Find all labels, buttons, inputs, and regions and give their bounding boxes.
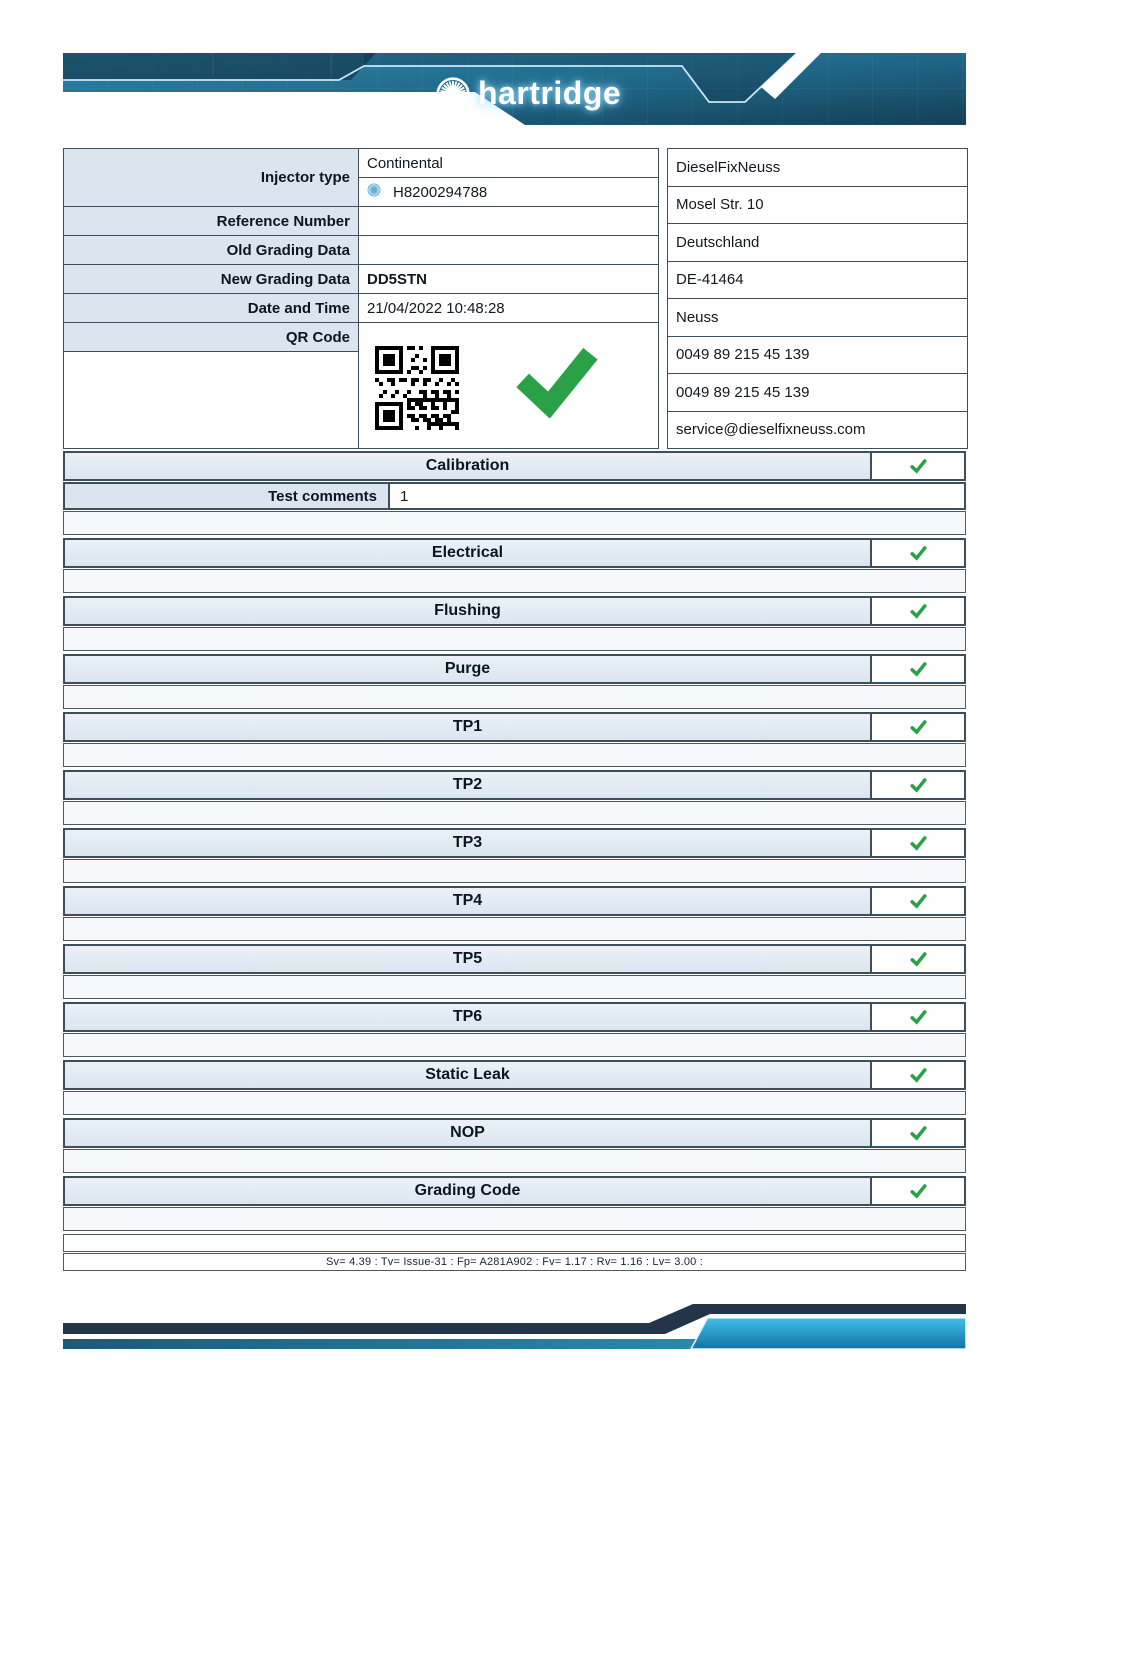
test-comments-row	[63, 482, 966, 510]
qr-pass-check-icon	[511, 348, 603, 418]
empty-area	[64, 352, 359, 449]
section-purge-header	[63, 654, 966, 684]
info-area	[63, 148, 966, 449]
report-page	[0, 53, 1131, 1653]
section-tp3	[63, 828, 966, 883]
customer-line: DE-41464	[668, 261, 968, 299]
section-title: Electrical	[431, 544, 504, 561]
injector-type-label: Injector type	[64, 149, 359, 207]
section-tp6-check-icon	[870, 1004, 964, 1030]
customer-line: DieselFixNeuss	[668, 149, 968, 187]
reference-number-label: Reference Number	[64, 207, 359, 236]
section-tp3-spacer	[63, 859, 966, 883]
section-title: Purge	[444, 660, 491, 677]
section-title: TP2	[452, 776, 483, 793]
section-title: TP3	[452, 834, 483, 851]
section-tp2-header	[63, 770, 966, 800]
section-nop	[63, 1118, 966, 1173]
section-static-leak-header	[63, 1060, 966, 1090]
old-grading-value	[359, 236, 659, 265]
test-sections	[63, 451, 966, 1231]
section-purge	[63, 654, 966, 709]
section-tp1-check-icon	[870, 714, 964, 740]
section-calibration-header	[63, 451, 966, 481]
customer-line: 0049 89 215 45 139	[668, 374, 968, 412]
section-calibration	[63, 451, 966, 535]
brand-text: hartridge	[478, 75, 622, 111]
version-text: Sv= 4.39 : Tv= Issue-31 : Fp= A281A902 : Fv= 1.17 : Rv= 1.16 : Lv= 3.00 :	[325, 1256, 703, 1268]
section-grading-code-header	[63, 1176, 966, 1206]
test-comments-value: 1	[400, 487, 409, 505]
section-tp4-spacer	[63, 917, 966, 941]
hartridge-wheel-icon	[435, 76, 471, 112]
section-grading-code	[63, 1176, 966, 1231]
customer-table	[667, 148, 968, 449]
datetime-label: Date and Time	[64, 294, 359, 323]
section-title: NOP	[450, 1124, 485, 1141]
qr-code-label: QR Code	[64, 323, 359, 352]
old-grading-label: Old Grading Data	[64, 236, 359, 265]
section-nop-header	[63, 1118, 966, 1148]
section-calibration-check-icon	[870, 453, 964, 479]
section-purge-check-icon	[870, 656, 964, 682]
section-tp5	[63, 944, 966, 999]
section-grading-code-check-icon	[870, 1178, 964, 1204]
footer-empty-row	[63, 1234, 966, 1252]
section-title: Flushing	[434, 602, 501, 619]
injector-info-table	[63, 148, 659, 449]
customer-line: service@dieselfixneuss.com	[668, 411, 968, 449]
section-tp2	[63, 770, 966, 825]
injector-make-value: Continental	[359, 149, 659, 178]
customer-line: Neuss	[668, 299, 968, 337]
section-tp6	[63, 1002, 966, 1057]
section-flushing-check-icon	[870, 598, 964, 624]
section-electrical-check-icon	[870, 540, 964, 566]
section-tp2-check-icon	[870, 772, 964, 798]
injector-wheel-icon	[367, 183, 381, 201]
injector-part-cell	[359, 178, 659, 207]
section-tp4	[63, 886, 966, 941]
section-static-leak-check-icon	[870, 1062, 964, 1088]
section-title: Calibration	[425, 457, 510, 474]
section-tp5-header	[63, 944, 966, 974]
section-tp6-header	[63, 1002, 966, 1032]
qr-code	[375, 346, 459, 434]
section-flushing-spacer	[63, 627, 966, 651]
section-electrical-spacer	[63, 569, 966, 593]
section-tp5-spacer	[63, 975, 966, 999]
qr-cell	[359, 323, 659, 449]
new-grading-label: New Grading Data	[64, 265, 359, 294]
section-electrical	[63, 538, 966, 593]
section-tp1-spacer	[63, 743, 966, 767]
datetime-value: 21/04/2022 10:48:28	[359, 294, 659, 323]
section-title: TP6	[452, 1008, 483, 1025]
customer-line: Deutschland	[668, 224, 968, 262]
section-static-leak-spacer	[63, 1091, 966, 1115]
section-flushing-header	[63, 596, 966, 626]
customer-line: Mosel Str. 10	[668, 186, 968, 224]
section-title: TP5	[452, 950, 483, 967]
section-tp6-spacer	[63, 1033, 966, 1057]
header-banner	[63, 53, 966, 125]
section-tp3-header	[63, 828, 966, 858]
section-nop-spacer	[63, 1149, 966, 1173]
section-static-leak	[63, 1060, 966, 1115]
reference-number-value	[359, 207, 659, 236]
section-tp4-header	[63, 886, 966, 916]
section-tp1	[63, 712, 966, 767]
new-grading-value: DD5STN	[359, 265, 659, 294]
test-comments-label: Test comments	[65, 484, 390, 508]
section-tp1-header	[63, 712, 966, 742]
section-tp4-check-icon	[870, 888, 964, 914]
section-title: Static Leak	[425, 1066, 510, 1083]
section-flushing	[63, 596, 966, 651]
section-calibration-spacer	[63, 511, 966, 535]
section-nop-check-icon	[870, 1120, 964, 1146]
section-tp2-spacer	[63, 801, 966, 825]
section-title: Grading Code	[414, 1182, 521, 1199]
section-grading-code-spacer	[63, 1207, 966, 1231]
section-title: TP1	[452, 718, 483, 735]
customer-line: 0049 89 215 45 139	[668, 336, 968, 374]
section-purge-spacer	[63, 685, 966, 709]
injector-part-value: H8200294788	[393, 183, 488, 201]
section-electrical-header	[63, 538, 966, 568]
bottom-banner-graphic	[63, 1303, 966, 1349]
bottom-banner	[63, 1303, 966, 1349]
section-tp3-check-icon	[870, 830, 964, 856]
section-tp5-check-icon	[870, 946, 964, 972]
section-title: TP4	[452, 892, 483, 909]
hartridge-logo	[435, 75, 621, 112]
version-row	[63, 1253, 966, 1271]
